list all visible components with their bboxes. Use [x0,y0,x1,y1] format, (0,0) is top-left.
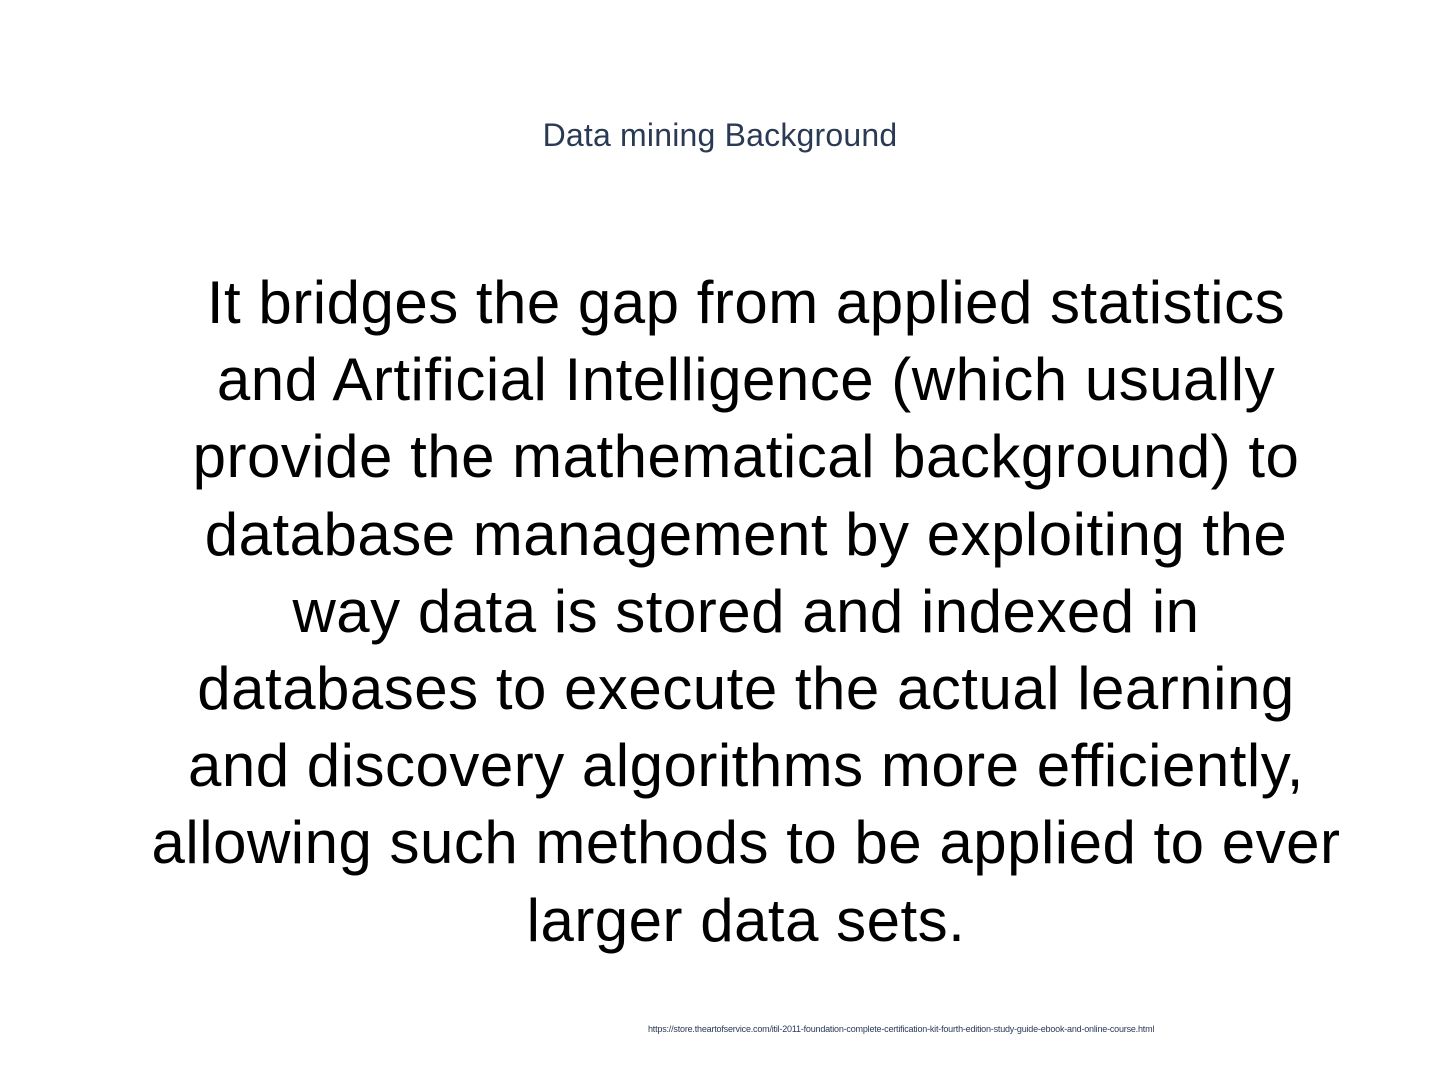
slide-body-text: It bridges the gap from applied statistics and Artificial Intelligence (which usually provide the mathematical background) to database management by exploiting the way data is stored and indexed in databases to execute the actual learning and discovery algorithms more efficiently, allowing such methods to be applied to ever larger data sets. [151,269,1341,954]
slide-title: Data mining Background [542,117,898,153]
source-url-link[interactable]: https://store.theartofservice.com/itil-2011-foundation-complete-certification-kit-fourth-edition-study-guide-ebook-and-online-course.html [648,1024,1155,1034]
